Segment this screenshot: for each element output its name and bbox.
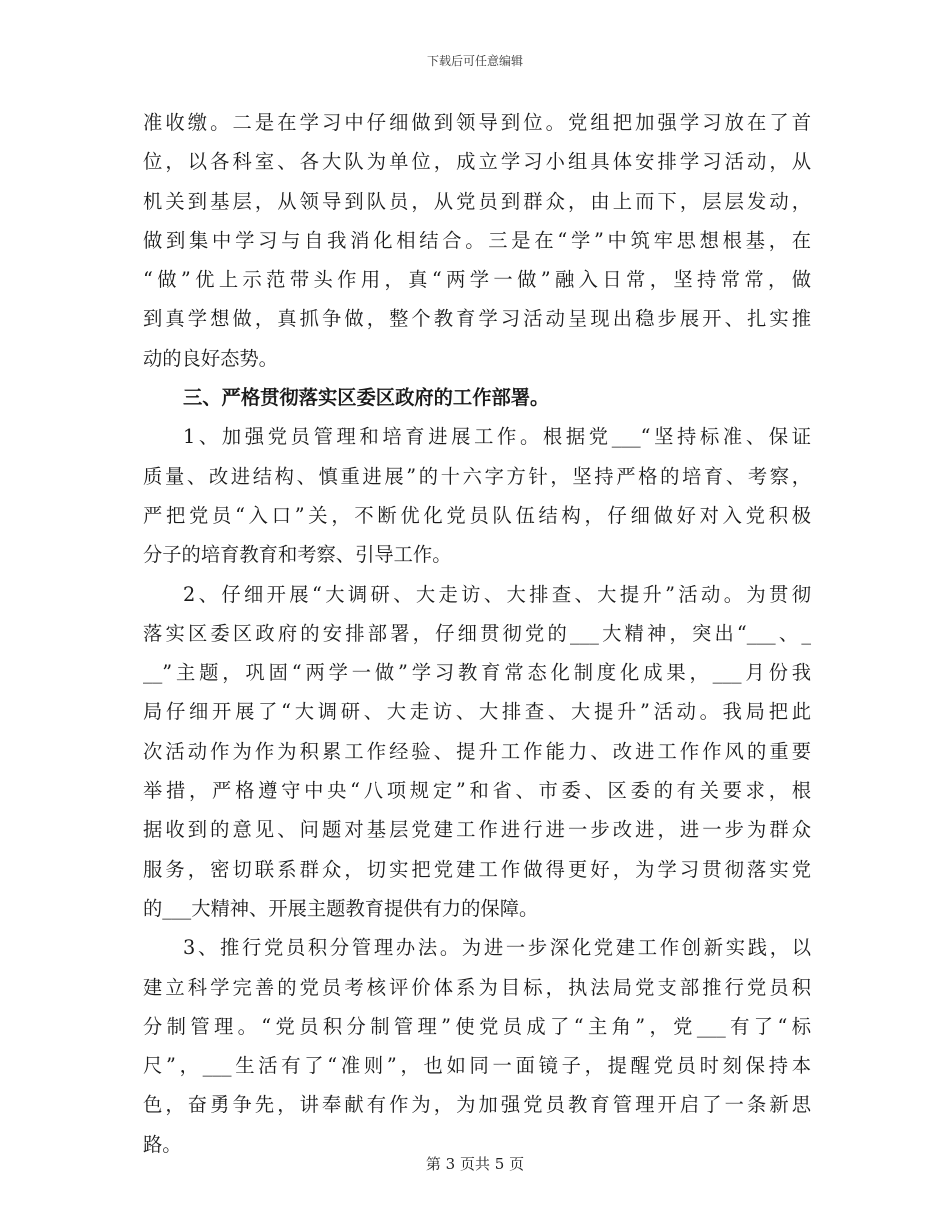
document-body: [143, 103, 811, 1164]
text-line: 色，奋勇争先，讲奉献有作为，为加强党员教育管理开启了一条新思: [143, 1093, 811, 1117]
text-line: __”主题，巩固“两学一做”学习教育常态化制度化成果，___月份我: [143, 661, 811, 685]
text-line: 准收缴。二是在学习中仔细做到领导到位。党组把加强学习放在了首: [143, 111, 811, 134]
paragraph-first-line: 3、推行党员积分管理办法。为进一步深化党建工作创新实践，以: [183, 936, 811, 960]
text-line: 做到集中学习与自我消化相结合。三是在“学”中筑牢思想根基，在: [143, 228, 811, 252]
paragraph-first-line: 1、加强党员管理和培育进展工作。根据党___“坚持标准、保证: [183, 425, 811, 449]
text-line: 举措，严格遵守中央“八项规定”和省、市委、区委的有关要求，根: [143, 779, 811, 803]
text-line: 的___大精神、开展主题教育提供有力的保障。: [143, 896, 539, 920]
paragraph-first-line: 2、仔细开展“大调研、大走访、大排查、大提升”活动。为贯彻: [183, 582, 811, 606]
text-line: 分制管理。“党员积分制管理”使党员成了“主角”，党___有了“标: [143, 1014, 811, 1038]
text-line: 位，以各科室、各大队为单位，成立学习小组具体安排学习活动，从: [143, 150, 811, 174]
text-line: 路。: [143, 1132, 182, 1156]
page-footer: 第 3 页共 5 页: [425, 1155, 525, 1173]
text-line: 尺”，___生活有了“准则”，也如同一面镜子，提醒党员时刻保持本: [143, 1054, 811, 1078]
text-line: 动的良好态势。: [143, 346, 278, 370]
page-header: 下载后可任意编辑: [426, 54, 523, 68]
text-line: 落实区委区政府的安排部署，仔细贯彻党的___大精神，突出“___、_: [143, 621, 811, 645]
section-heading: 三、严格贯彻落实区委区政府的工作部署。: [183, 386, 550, 410]
text-line: 分子的培育教育和考察、引导工作。: [143, 543, 452, 567]
text-line: 服务，密切联系群众，切实把党建工作做得更好，为学习贯彻落实党: [143, 857, 811, 881]
text-line: 质量、改进结构、慎重进展”的十六字方针，坚持严格的培育、考察，: [143, 464, 811, 488]
text-line: 建立科学完善的党员考核评价体系为目标，执法局党支部推行党员积: [143, 975, 811, 999]
text-line: 次活动作为作为积累工作经验、提升工作能力、改进工作作风的重要: [143, 739, 811, 763]
text-line: 严把党员“入口”关，不断优化党员队伍结构，仔细做好对入党积极: [143, 503, 811, 527]
text-line: 据收到的意见、问题对基层党建工作进行进一步改进，进一步为群众: [143, 818, 811, 842]
text-line: 到真学想做，真抓争做，整个教育学习活动呈现出稳步展开、扎实推: [143, 307, 811, 331]
text-line: 局仔细开展了“大调研、大走访、大排查、大提升”活动。我局把此: [143, 700, 811, 724]
text-line: “做”优上示范带头作用，真“两学一做”融入日常，坚持常常，做: [143, 268, 811, 292]
text-line: 机关到基层，从领导到队员，从党员到群众，由上而下，层层发动，: [143, 189, 811, 213]
